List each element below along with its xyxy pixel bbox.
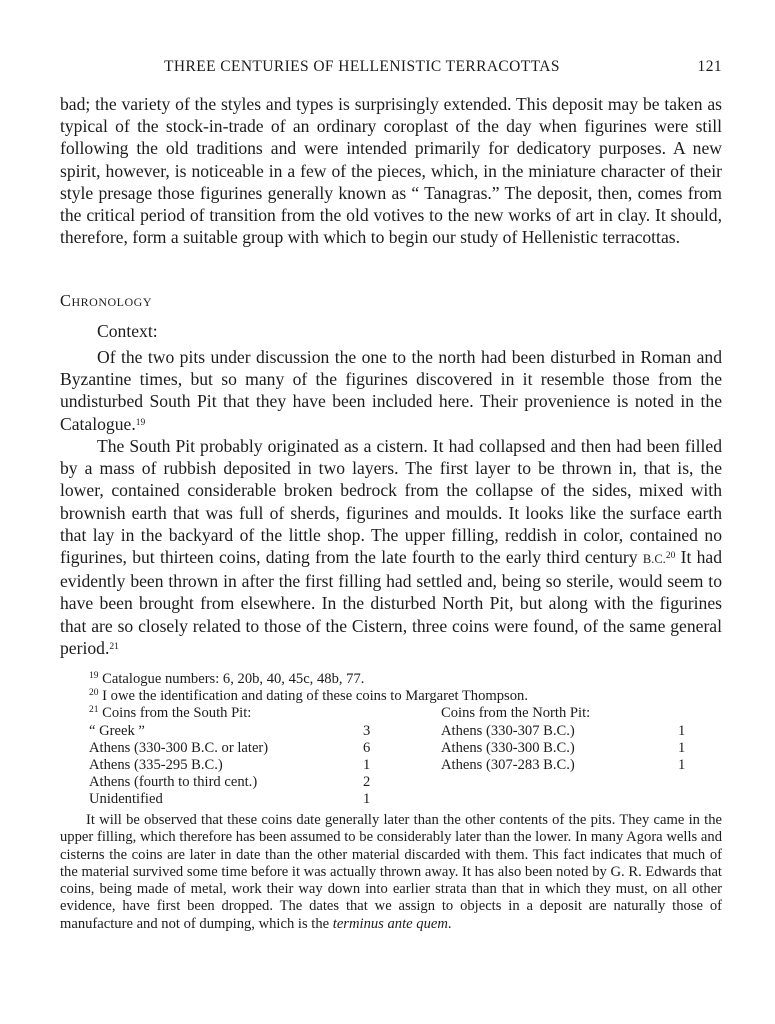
paragraph-3-part1: The South Pit probably originated as a cistern. It had collapsed and then had been filled by a mass of rubbish deposited in two layers. The first layer to be thrown in, that is, the lower, contained considerable broken bedrock from the collapse of the sides, mixed with brownish earth that was full of sherds, figurines and moulds. It looks like the surface earth that lay in the backyard of the little shop. The upper filling, reddish in color, contained no figurines, but thirteen coins, dating from the late fourth to the early third century bbox=[60, 436, 722, 568]
south-coin-row bbox=[89, 757, 223, 774]
paragraph-3 bbox=[60, 435, 722, 659]
coin-count: 1 bbox=[678, 757, 686, 773]
footnote-20 bbox=[89, 688, 528, 705]
coin-count: 6 bbox=[363, 740, 371, 756]
terminus-ante-quem: terminus ante quem bbox=[332, 915, 448, 932]
south-coin-row bbox=[89, 791, 163, 808]
north-coin-row bbox=[441, 740, 575, 757]
paragraph-2-body: Of the two pits under discussion the one to the north had been disturbed in Roman and Byzantine times, but so many of the figurines discovered in it resemble those from the undisturbed South Pit that they have been included here. Their provenience is noted in the Catalogue. bbox=[60, 347, 722, 434]
footnote-21-commentary bbox=[60, 812, 722, 933]
footnote-19-number: 19 bbox=[89, 671, 99, 681]
subheading: Context: bbox=[97, 321, 158, 341]
south-coin-row bbox=[89, 774, 257, 791]
note-ref-20: 20 bbox=[665, 551, 676, 562]
coin-label: Athens (330-307 B.C.) bbox=[441, 723, 575, 739]
paragraph-2 bbox=[60, 346, 722, 435]
commentary-body: It will be observed that these coins date generally later than the other contents of the pits. They came in the upper filling, which therefore has been assumed to be considerably later than the lower. In many Agora wells and cisterns the coins are later in date than the other material discarded with them. This fact indicates that much of the material survived some time before it was actually thrown away. It has also been noted by G. R. Edwards that coins, being made of metal, work their way down into earlier strata than that in which they must, on all other evidence, have first been dropped. The dates that we assign to objects in a deposit are naturally those of manufacture and not of dumping, which is the bbox=[60, 812, 722, 932]
note-ref-19: 19 bbox=[135, 417, 146, 428]
coin-count: 1 bbox=[678, 740, 686, 756]
footnote-20-text: I owe the identification and dating of these coins to Margaret Thompson. bbox=[102, 688, 528, 704]
era-bc: B.C. bbox=[642, 552, 666, 567]
coin-count: 1 bbox=[363, 791, 371, 807]
commentary-end: . bbox=[447, 915, 452, 932]
coin-count: 1 bbox=[678, 723, 686, 739]
paragraph-3-part2: It had evidently been thrown in after the first filling had settled and, being so sterile, would seem to have been brought from elsewhere. In the disturbed North Pit, but along with the figurines that are so closely related to those of the Cistern, three coins were found, of the same general period. bbox=[60, 547, 723, 658]
footnote-20-number: 20 bbox=[89, 688, 99, 698]
paragraph-1-text: bad; the variety of the styles and types is surprisingly extended. This deposit may be taken as typical of the stock-in-trade of an ordinary coroplast of the day when figurines were still following the old traditions and were intended primarily for dedicatory purposes. A new spirit, however, is noticeable in a few of the pieces, which, in the miniature character of their style presage those figurines generally known as “ Tanagras.” The deposit, then, comes from the critical period of transition from the old votives to the new works of art in clay. It should, therefore, form a suitable group with which to begin our study of Hellenistic terracottas. bbox=[60, 94, 722, 248]
footnote-21 bbox=[89, 705, 251, 722]
coin-label: Athens (330-300 B.C.) bbox=[441, 740, 575, 756]
coin-count: 2 bbox=[363, 774, 371, 790]
south-coin-row bbox=[89, 740, 268, 757]
coin-label: Athens (307-283 B.C.) bbox=[441, 757, 575, 773]
paragraph-2-text bbox=[60, 346, 722, 435]
footnote-21-north-heading: Coins from the North Pit: bbox=[441, 705, 591, 721]
footnote-19 bbox=[89, 671, 364, 688]
north-coin-row bbox=[441, 757, 575, 774]
footnote-19-text: Catalogue numbers: 6, 20b, 40, 45c, 48b, 77. bbox=[102, 671, 365, 687]
coin-count: 3 bbox=[363, 723, 371, 739]
note-ref-21: 21 bbox=[109, 641, 119, 652]
coin-count: 1 bbox=[363, 757, 371, 773]
coin-label: Athens (335-295 B.C.) bbox=[89, 757, 223, 773]
footnote-21-south-heading: Coins from the South Pit: bbox=[102, 705, 252, 721]
paragraph-3-text bbox=[60, 435, 722, 659]
running-head-title: THREE CENTURIES OF HELLENISTIC TERRACOTTAS bbox=[164, 58, 560, 75]
coin-label: Unidentified bbox=[89, 791, 163, 807]
coin-label: Athens (330-300 B.C. or later) bbox=[89, 740, 269, 756]
commentary-text bbox=[60, 812, 722, 933]
north-coin-row bbox=[441, 723, 575, 740]
coin-label: Athens (fourth to third cent.) bbox=[89, 774, 258, 790]
south-coin-row bbox=[89, 723, 145, 740]
paragraph-1 bbox=[60, 93, 722, 248]
page-number: 121 bbox=[697, 58, 722, 75]
section-heading: Chronology bbox=[60, 291, 153, 310]
running-head bbox=[60, 58, 722, 82]
coin-label: “ Greek ” bbox=[89, 723, 145, 739]
footnote-21-number: 21 bbox=[89, 705, 99, 715]
